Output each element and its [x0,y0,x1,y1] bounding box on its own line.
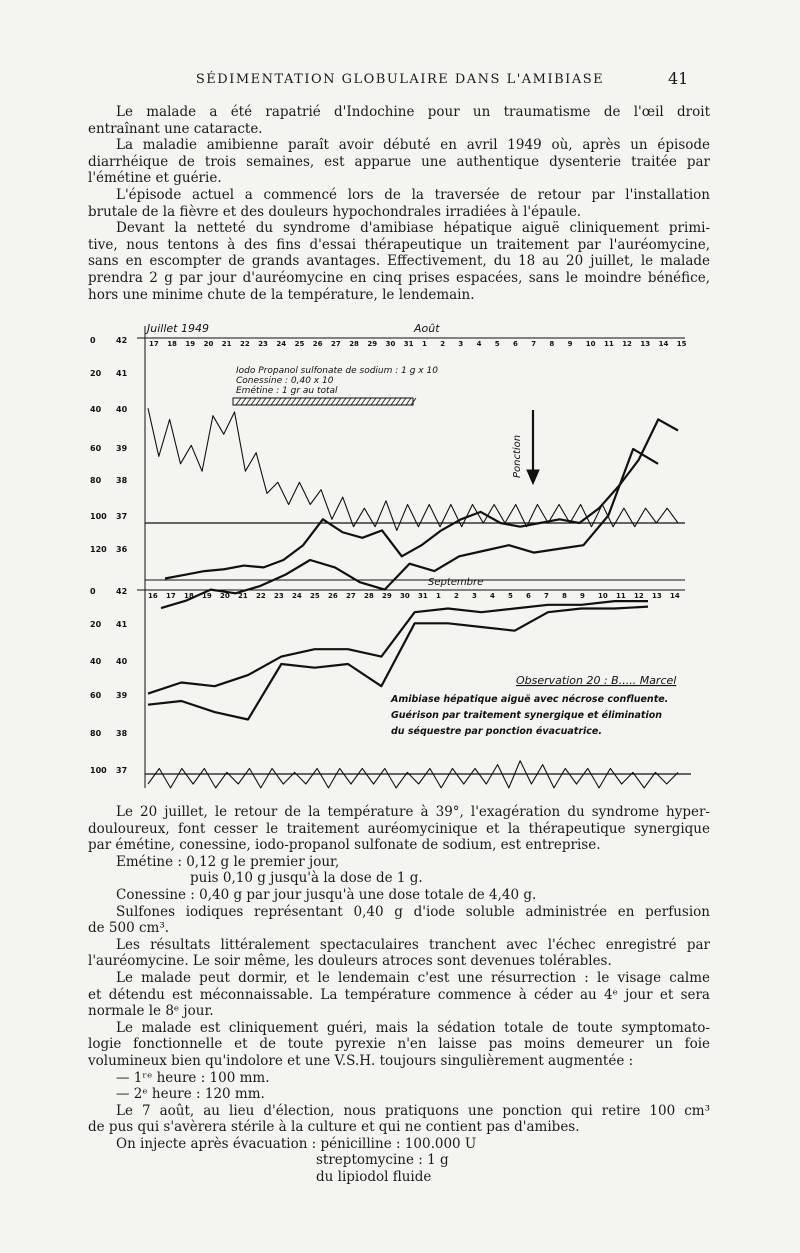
observation-title: Observation 20 : B..... Marcel [516,674,677,687]
day-tick-label: 28 [364,592,374,600]
day-tick-label: 26 [312,340,323,348]
treatment-bar-hatch [401,398,406,405]
sedimentation-scale-label: 80 [90,729,102,738]
text-line: l'auréomycine. Le soir même, les douleurs atroces sont devenues tolérables. [88,953,612,970]
text-line: streptomycine : 1 g [316,1152,449,1169]
day-tick-label: 9 [567,340,573,348]
day-tick-label: 11 [604,340,614,348]
text-line: Le 20 juillet, le retour de la température à 39°, l'exagération du syndrome hyper- [116,804,710,820]
text-line: Conessine : 0,40 g par jour jusqu'à une dose totale de 4,40 g. [116,886,537,903]
treatment-bar-hatch [376,398,381,405]
sedimentation-scale-label: 20 [90,369,102,378]
sedimentation-scale-label: 100 [90,512,107,521]
temperature-scale-label: 36 [116,545,128,554]
day-tick-label: 23 [274,592,284,600]
treatment-legend-line: Conessine : 0,40 x 10 [236,376,334,386]
ponction-label: Ponction [512,434,523,478]
sedimentation-1-line-top [165,419,678,578]
text-line: Devant la netteté du syndrome d'amibiase hépatique aiguë cliniquement primi- [116,220,710,237]
text-line: Le malade est cliniquement guéri, mais la sédation totale de toute symptomato- [116,1019,710,1036]
top-text-block [88,104,710,303]
temperature-chart-figure [88,318,708,800]
day-tick-label: 12 [634,592,644,600]
text-line: de pus qui s'avèrera stérile à la culture et qui ne contient pas d'amibes. [88,1119,580,1136]
treatment-bar-hatch [291,398,296,405]
sedimentation-scale-label: 20 [90,620,102,629]
day-tick-label: 28 [349,340,359,348]
treatment-bar-hatch [366,398,371,405]
day-tick-label: 24 [292,592,302,600]
page-header [0,69,800,92]
text-line: On injecte après évacuation : pénicilline : 100.000 U [116,1135,477,1152]
text-line: volumineux bien qu'indolore et une V.S.H. toujours singulièrement augmentée : [88,1052,634,1069]
sedimentation-2-line-top [161,449,658,608]
day-tick-label: 22 [256,592,266,600]
day-tick-label: 19 [202,592,212,600]
day-tick-label: 24 [276,340,287,348]
day-tick-label: 25 [294,340,305,348]
day-tick-label: 30 [400,592,410,600]
day-tick-label: 4 [490,592,495,600]
text-line: l'émétine et guérie. [88,170,222,187]
day-tick-label: 4 [476,340,482,348]
text-line: douloureux, font cesser le traitement auréomycinique et la thérapeutique synergique [88,820,710,837]
day-tick-label: 21 [221,340,232,348]
text-line: — 2ᵉ heure : 120 mm. [116,1086,265,1103]
day-tick-label: 5 [494,340,500,348]
treatment-bar-hatch [386,398,391,405]
treatment-bar-hatch [356,398,361,405]
day-tick-label: 26 [328,592,338,600]
text-line: Les résultats littéralement spectaculaires tranchent avec l'échec enregistré par [116,936,710,953]
temperature-scale-label: 40 [116,657,128,666]
text-line: Emétine : 0,12 g le premier jour, [116,853,340,870]
sedimentation-scale-label: 60 [90,691,102,700]
temperature-scale-label: 39 [116,444,128,453]
text-line: normale le 8ᵉ jour. [88,1003,214,1020]
day-tick-label: 14 [658,340,669,348]
treatment-bar-hatch [246,398,251,405]
text-line: brutale de la fièvre et des douleurs hypochondrales irradiées à l'épaule. [88,203,582,220]
ponction-arrow-head [527,470,539,484]
day-tick-label: 20 [203,340,214,348]
day-tick-label: 23 [258,340,268,348]
treatment-bar-hatch [281,398,286,405]
treatment-bar-hatch [256,398,261,405]
day-tick-label: 5 [508,592,513,600]
text-line: puis 0,10 g jusqu'à la dose de 1 g. [190,870,423,887]
day-tick-label: 31 [418,592,428,600]
observation-caption-line: Guérison par traitement synergique et élimination [391,710,663,721]
treatment-bar-hatch [361,398,366,405]
treatment-bar-hatch [341,398,346,405]
temperature-scale-label: 42 [116,336,128,345]
day-tick-label: 29 [382,592,392,600]
day-tick-label: 27 [331,340,341,348]
chart-svg [88,318,708,800]
day-tick-label: 13 [640,340,651,348]
sedimentation-scale-label: 80 [90,476,102,485]
day-tick-label: 27 [346,592,356,600]
temperature-scale-label: 37 [116,766,128,775]
day-tick-label: 7 [544,592,549,600]
month-label: Août [414,322,440,335]
day-tick-label: 14 [670,592,680,600]
day-tick-label: 18 [167,340,177,348]
treatment-bar-hatch [396,398,401,405]
observation-caption-line: Amibiase hépatique aiguë avec nécrose confluente. [391,694,669,705]
text-line: sans en escompter de grands avantages. Effectivement, du 18 au 20 juillet, le malade [88,253,710,270]
day-tick-label: 6 [513,340,518,348]
day-tick-label: 13 [652,592,662,600]
treatment-bar-hatch [311,398,316,405]
text-line: tive, nous tentons à des fins d'essai thérapeutique un traitement par l'auréomycine, [88,236,710,253]
treatment-bar-hatch [406,398,411,405]
day-tick-label: 8 [549,340,555,348]
page-number: 41 [668,69,689,88]
treatment-bar-hatch [296,398,301,405]
day-tick-label: 10 [585,340,596,348]
text-line: — 1ʳᵉ heure : 100 mm. [116,1069,270,1086]
sedimentation-scale-label: 0 [90,587,96,596]
text-line: et détendu est méconnaissable. La température commence à céder au 4ᵉ jour et sera [88,986,710,1003]
treatment-bar-hatch [236,398,241,405]
day-tick-label: 7 [531,340,537,348]
month-label: Juillet 1949 [147,322,209,335]
treatment-bar-hatch [306,398,311,405]
treatment-bar-hatch [346,398,351,405]
text-line: entraînant une cataracte. [88,120,263,137]
text-line: prendra 2 g par jour d'auréomycine en cinq prises espacées, sans le moindre bénéfice, [88,269,710,286]
running-title: SÉDIMENTATION GLOBULAIRE DANS L'AMIBIASE [195,72,605,87]
text-line: diarrhéique de trois semaines, est apparue une authentique dysenterie traitée par [88,153,710,170]
treatment-bar-hatch [251,398,256,405]
text-line: du lipiodol fluide [316,1169,432,1186]
treatment-bar-hatch [326,398,331,405]
temperature-scale-label: 40 [116,405,128,414]
text-line: logie fonctionnelle et de toute pyrexie n'en laisse pas moins demeurer un foie [88,1036,710,1053]
day-tick-label: 6 [526,592,531,600]
treatment-bar-hatch [266,398,271,405]
day-tick-label: 21 [238,592,248,600]
sedimentation-scale-label: 0 [90,336,96,345]
temperature-scale-label: 38 [116,476,128,485]
text-line: L'épisode actuel a commencé lors de la traversée de retour par l'installation [116,186,710,203]
treatment-bar-hatch [261,398,266,405]
day-tick-label: 20 [220,592,230,600]
treatment-bar-hatch [301,398,306,405]
bottom-text-block [88,804,710,1186]
day-tick-label: 2 [440,340,446,348]
temperature-line-top [148,408,678,530]
month-label: Septembre [428,577,484,588]
text-line: Le 7 août, au lieu d'élection, nous pratiquons une ponction qui retire 100 cm³ [116,1102,710,1119]
temperature-scale-label: 41 [116,620,128,629]
treatment-bar-hatch [321,398,326,405]
treatment-bar-hatch [271,398,276,405]
treatment-bar-hatch [331,398,336,405]
treatment-bar-hatch [276,398,281,405]
day-tick-label: 25 [310,592,320,600]
day-tick-label: 19 [185,340,196,348]
sedimentation-scale-label: 120 [90,545,107,554]
treatment-bar-hatch [391,398,396,405]
treatment-bar-hatch [286,398,291,405]
temperature-scale-label: 38 [116,729,128,738]
text-line: Sulfones iodiques représentant 0,40 g d'iode soluble administrée en perfusion [116,903,710,920]
day-tick-label: 8 [562,592,567,600]
day-tick-label: 15 [676,340,687,348]
treatment-bar-hatch [381,398,386,405]
day-tick-label: 11 [616,592,626,600]
text-line: hors une minime chute de la température, le lendemain. [88,286,475,303]
sedimentation-scale-label: 100 [90,766,107,775]
day-tick-label: 16 [148,592,158,600]
day-tick-label: 9 [580,592,585,600]
day-tick-label: 30 [385,340,396,348]
day-tick-label: 18 [184,592,194,600]
temperature-scale-label: 39 [116,691,128,700]
day-tick-label: 22 [240,340,250,348]
sedimentation-scale-label: 40 [90,657,102,666]
day-tick-label: 17 [166,592,176,600]
day-tick-label: 29 [367,340,378,348]
treatment-bar-hatch [351,398,356,405]
text-line: Le malade a été rapatrié d'Indochine pour un traumatisme de l'œil droit [116,104,710,120]
treatment-bar-hatch [241,398,246,405]
day-tick-label: 31 [403,340,414,348]
temperature-scale-label: 41 [116,369,128,378]
temperature-scale-label: 37 [116,512,128,521]
text-line: par émétine, conessine, iodo-propanol sulfonate de sodium, est entreprise. [88,837,601,854]
text-line: La maladie amibienne paraît avoir débuté en avril 1949 où, après un épisode [116,137,710,154]
day-tick-label: 1 [422,340,427,348]
day-tick-label: 3 [458,340,464,348]
day-tick-label: 17 [149,340,159,348]
day-tick-label: 3 [472,592,477,600]
treatment-bar-hatch [316,398,321,405]
observation-caption-line: du séquestre par ponction évacuatrice. [391,726,602,737]
sedimentation-scale-label: 40 [90,405,102,414]
treatment-legend-line: Iodo Propanol sulfonate de sodium : 1 g x 10 [236,366,438,376]
text-line: de 500 cm³. [88,920,170,937]
sedimentation-scale-label: 60 [90,444,102,453]
treatment-legend-line: Emétine : 1 gr au total [236,386,338,396]
treatment-bar-hatch [371,398,376,405]
day-tick-label: 10 [598,592,608,600]
temperature-scale-label: 42 [116,587,128,596]
treatment-bar-hatch [336,398,341,405]
day-tick-label: 1 [436,592,441,600]
day-tick-label: 12 [622,340,632,348]
day-tick-label: 2 [454,592,459,600]
text-line: Le malade peut dormir, et le lendemain c'est une résurrection : le visage calme [116,969,710,986]
